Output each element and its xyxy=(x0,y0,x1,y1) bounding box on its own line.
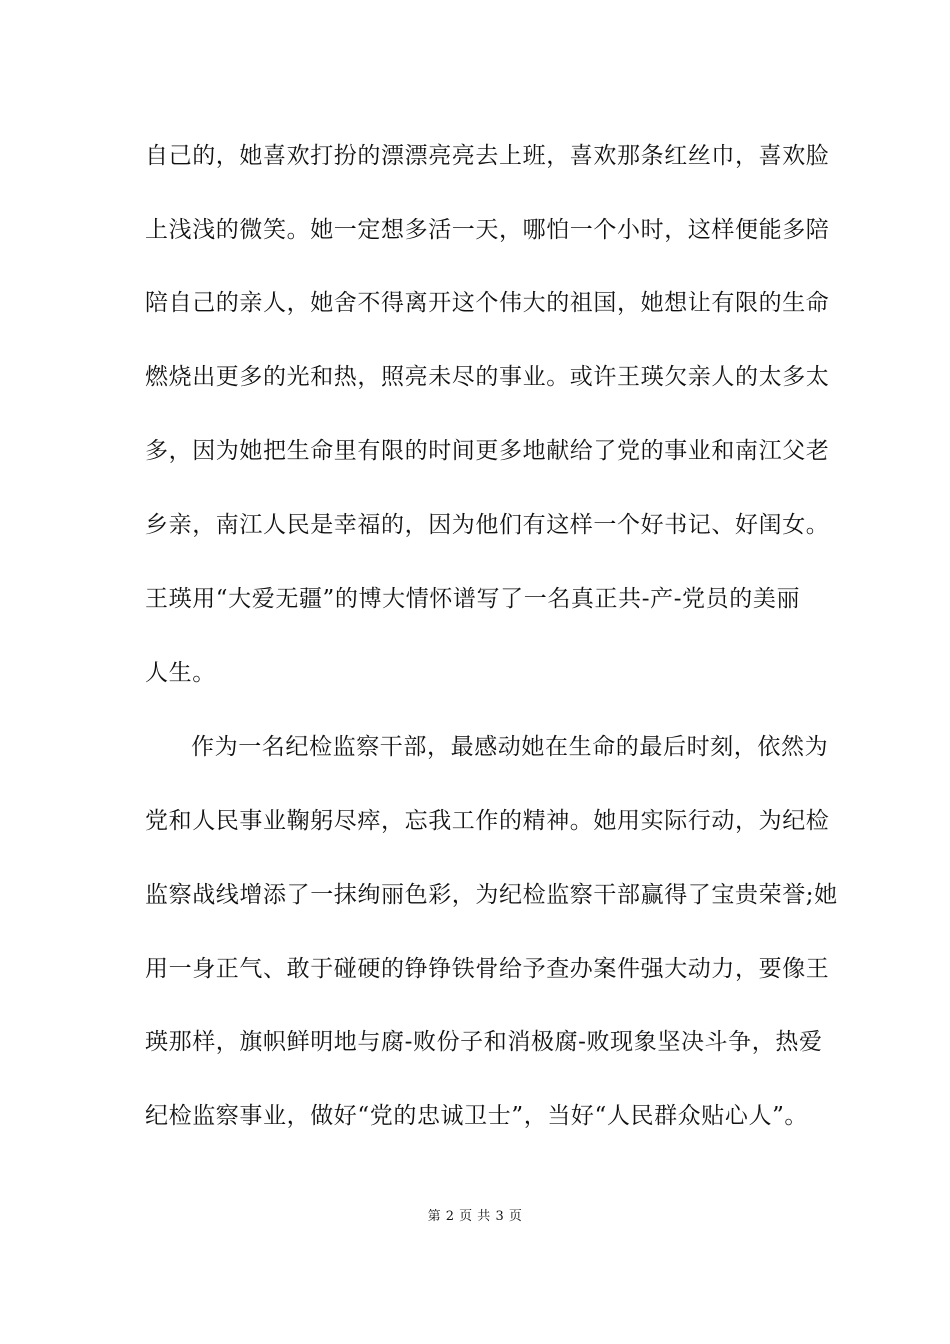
body-text-line: 用一身正气、敢于碰硬的铮铮铁骨给予查办案件强大动力，要像王 xyxy=(145,956,830,982)
body-text-line: 燃烧出更多的光和热，照亮未尽的事业。或许王瑛欠亲人的太多太 xyxy=(145,364,830,390)
body-text-line: 监察战线增添了一抹绚丽色彩，为纪检监察干部赢得了宝贵荣誉;她 xyxy=(145,882,838,908)
body-text-line: 自己的，她喜欢打扮的漂漂亮亮去上班，喜欢那条红丝巾，喜欢脸 xyxy=(145,143,830,169)
body-text-line: 作为一名纪检监察干部，最感动她在生命的最后时刻，依然为 xyxy=(191,734,829,760)
body-text-line: 纪检监察事业，做好“党的忠诚卫士”，当好“人民群众贴心人”。 xyxy=(145,1103,809,1129)
body-text-line: 人生。 xyxy=(145,660,216,686)
body-text-line: 王瑛用“大爱无疆”的博大情怀谱写了一名真正共-产-党员的美丽 xyxy=(145,586,801,612)
body-text-line: 瑛那样，旗帜鲜明地与腐-败份子和消极腐-败现象坚决斗争，热爱 xyxy=(145,1029,823,1055)
body-text-line: 陪自己的亲人，她舍不得离开这个伟大的祖国，她想让有限的生命 xyxy=(145,290,830,316)
body-text-line: 乡亲，南江人民是幸福的，因为他们有这样一个好书记、好闺女。 xyxy=(145,512,830,538)
page-number-footer: 第 2 页 共 3 页 xyxy=(427,1209,523,1224)
body-text-line: 上浅浅的微笑。她一定想多活一天，哪怕一个小时，这样便能多陪 xyxy=(145,217,830,243)
body-text-line: 多，因为她把生命里有限的时间更多地献给了党的事业和南江父老 xyxy=(145,438,830,464)
body-text-line: 党和人民事业鞠躬尽瘁，忘我工作的精神。她用实际行动，为纪检 xyxy=(145,808,830,834)
